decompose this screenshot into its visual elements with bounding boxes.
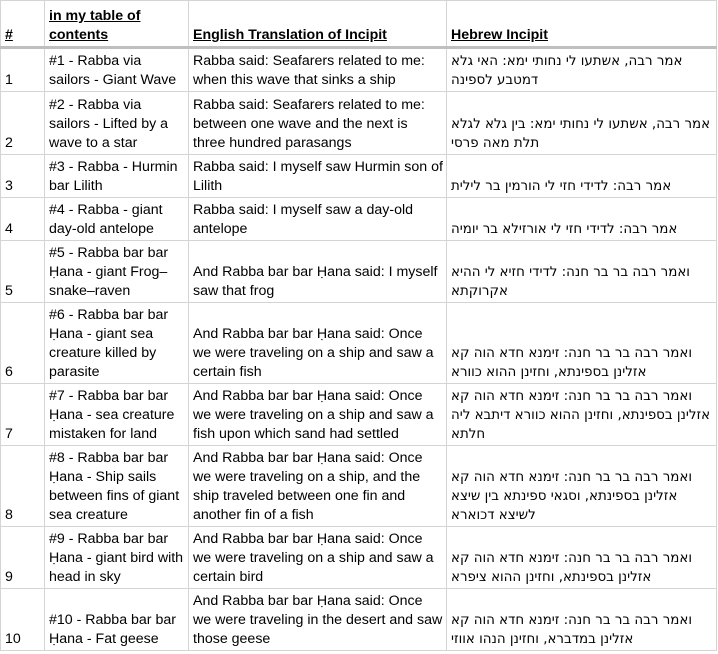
cell-num[interactable]: 8: [1, 446, 45, 527]
cell-hebrew[interactable]: ואמר רבה בר בר חנה: לדידי חזיא לי ההיא אקרוקתא: [447, 241, 717, 303]
header-english[interactable]: English Translation of Incipit: [189, 1, 447, 48]
cell-english[interactable]: Rabba said: I myself saw Hurmin son of Lilith: [189, 155, 447, 198]
cell-num[interactable]: 4: [1, 198, 45, 241]
cell-num[interactable]: 10: [1, 589, 45, 651]
cell-hebrew[interactable]: ואמר רבה בר בר חנה: זימנא חדא הוה קא אזלינן בספינתא, וחזינן ההוא כוורא: [447, 303, 717, 384]
cell-num[interactable]: 5: [1, 241, 45, 303]
cell-num[interactable]: 6: [1, 303, 45, 384]
table-row: [1, 155, 717, 198]
cell-toc[interactable]: #2 - Rabba via sailors - Lifted by a wave to a star: [45, 92, 189, 155]
cell-toc[interactable]: #7 - Rabba bar bar Ḥana - sea creature mistaken for land: [45, 384, 189, 446]
cell-toc[interactable]: #10 - Rabba bar bar Ḥana - Fat geese: [45, 589, 189, 651]
cell-english[interactable]: Rabba said: Seafarers related to me: between one wave and the next is three hundred parasangs: [189, 92, 447, 155]
cell-hebrew[interactable]: אמר רבה, אשתעו לי נחותי ימא: בין גלא לגלא תלת מאה פרסי: [447, 92, 717, 155]
cell-toc[interactable]: #5 - Rabba bar bar Ḥana - giant Frog–snake–raven: [45, 241, 189, 303]
cell-english[interactable]: Rabba said: I myself saw a day-old antelope: [189, 198, 447, 241]
cell-num[interactable]: 1: [1, 48, 45, 92]
table-row: [1, 48, 717, 92]
table-row: [1, 527, 717, 589]
table-row: [1, 92, 717, 155]
cell-english[interactable]: And Rabba bar bar Ḥana said: Once we were traveling on a ship and saw a certain fish: [189, 303, 447, 384]
cell-hebrew[interactable]: ואמר רבה בר בר חנה: זימנא חדא הוה קא אזלינן בספינתא, וחזינן ההוא כוורא דיתבא ליה חלתא: [447, 384, 717, 446]
cell-toc[interactable]: #8 - Rabba bar bar Ḥana - Ship sails between fins of giant sea creature: [45, 446, 189, 527]
header-toc[interactable]: in my table of contents: [45, 1, 189, 48]
cell-hebrew[interactable]: ואמר רבה בר בר חנה: זימנא חדא הוה קא אזלינן בספינתא, וחזינן ההוא ציפרא: [447, 527, 717, 589]
cell-num[interactable]: 7: [1, 384, 45, 446]
cell-num[interactable]: 3: [1, 155, 45, 198]
table-row: [1, 589, 717, 651]
cell-hebrew[interactable]: אמר רבה: לדידי חזי לי הורמין בר לילית: [447, 155, 717, 198]
table-row: [1, 198, 717, 241]
header-row: [1, 1, 717, 48]
cell-hebrew[interactable]: ואמר רבה בר בר חנה: זימנא חדא הוה קא אזלינן במדברא, וחזינן הנהו אווזי: [447, 589, 717, 651]
cell-english[interactable]: And Rabba bar bar Ḥana said: Once we were traveling on a ship and saw a certain bird: [189, 527, 447, 589]
cell-toc[interactable]: #6 - Rabba bar bar Ḥana - giant sea creature killed by parasite: [45, 303, 189, 384]
cell-toc[interactable]: #4 - Rabba - giant day-old antelope: [45, 198, 189, 241]
cell-english[interactable]: Rabba said: Seafarers related to me: when this wave that sinks a ship: [189, 48, 447, 92]
cell-english[interactable]: And Rabba bar bar Ḥana said: I myself saw that frog: [189, 241, 447, 303]
cell-num[interactable]: 9: [1, 527, 45, 589]
header-num[interactable]: #: [1, 1, 45, 48]
table-row: [1, 241, 717, 303]
cell-hebrew[interactable]: אמר רבה, אשתעו לי נחותי ימא: האי גלא דמטבע לספינה: [447, 48, 717, 92]
cell-toc[interactable]: #3 - Rabba - Hurmin bar Lilith: [45, 155, 189, 198]
cell-hebrew[interactable]: אמר רבה: לדידי חזי לי אורזילא בר יומיה: [447, 198, 717, 241]
cell-english[interactable]: And Rabba bar bar Ḥana said: Once we were traveling in the desert and saw those geese: [189, 589, 447, 651]
table-row: [1, 384, 717, 446]
table-row: [1, 303, 717, 384]
cell-toc[interactable]: #9 - Rabba bar bar Ḥana - giant bird with head in sky: [45, 527, 189, 589]
cell-toc[interactable]: #1 - Rabba via sailors - Giant Wave: [45, 48, 189, 92]
cell-num[interactable]: 2: [1, 92, 45, 155]
cell-english[interactable]: And Rabba bar bar Ḥana said: Once we were traveling on a ship, and the ship traveled between one fin and another fin of a fish: [189, 446, 447, 527]
cell-english[interactable]: And Rabba bar bar Ḥana said: Once we were traveling on a ship and saw a fish upon which sand had settled: [189, 384, 447, 446]
table-row: [1, 446, 717, 527]
header-hebrew[interactable]: Hebrew Incipit: [447, 1, 717, 48]
cell-hebrew[interactable]: ואמר רבה בר בר חנה: זימנא חדא הוה קא אזלינן בספינתא, וסגאי ספינתא בין שיצא לשיצא דכוארא: [447, 446, 717, 527]
